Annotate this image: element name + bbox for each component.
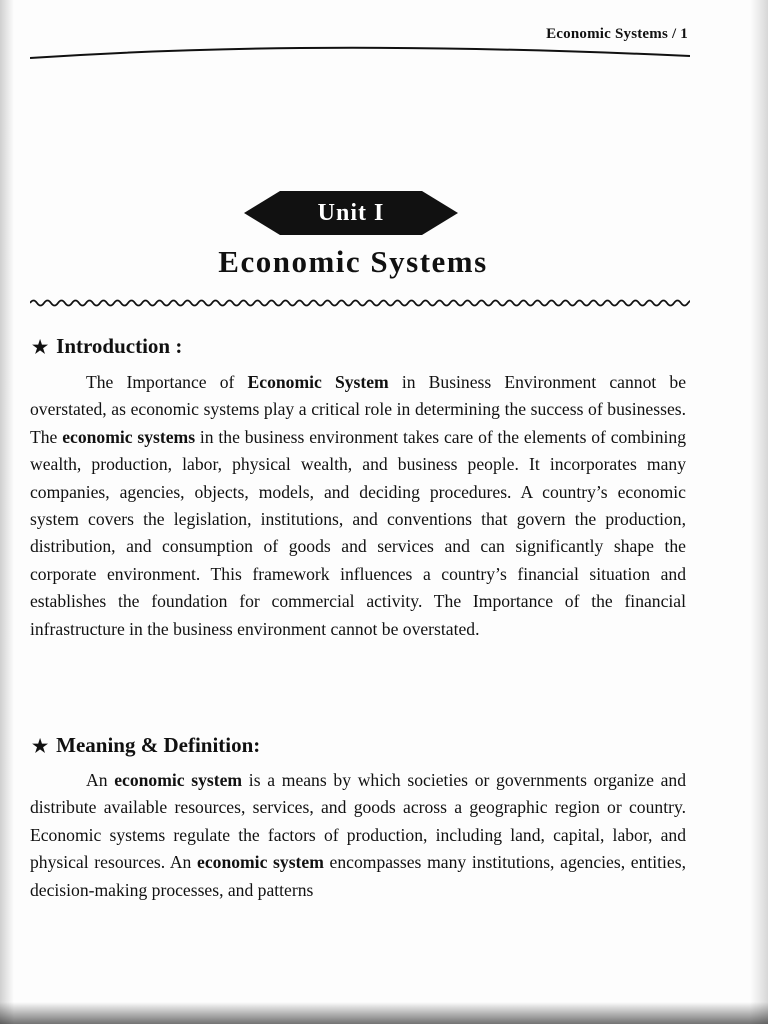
wavy-divider <box>30 292 690 314</box>
paragraph-text: An <box>86 770 115 790</box>
star-icon: ★ <box>32 337 49 357</box>
page-bottom-shadow <box>0 1002 768 1024</box>
bold-term: economic systems <box>62 426 196 447</box>
paragraph-text: is a means by which societies or governments organize and distribute available resources, services, and goods across a geographic region or country. Economic systems regulate the factors of production, including land, capital, labor, and physical resources. An <box>30 770 686 873</box>
introduction-paragraph <box>30 369 686 643</box>
page-left-shadow <box>0 0 14 1024</box>
unit-label: Unit I <box>317 200 385 226</box>
paragraph-text: in Business Environment cannot be overstated, as economic systems play a critical role in determining the success of businesses. The <box>30 372 686 447</box>
paragraph-text: in the business environment takes care of the elements of combining wealth, production, labor, physical wealth, and business people. It incorporates many companies, agencies, objects, models, and deciding procedures. A country’s economic system covers the legislation, institutions, and conventions that govern the production, distribution, and consumption of goods and services and can significantly shape the corporate environment. This framework influences a country’s financial situation and establishes the foundation for commercial activity. The Importance of the financial infrastructure in the business environment cannot be overstated. <box>30 426 687 639</box>
paragraph-text: encompasses many institutions, agencies, entities, decision-making processes, and patterns <box>30 852 686 900</box>
paragraph-text: The Importance of <box>86 372 248 392</box>
star-icon: ★ <box>32 736 49 756</box>
unit-badge <box>244 191 458 235</box>
header-rule <box>30 44 690 64</box>
section-heading-introduction <box>32 334 182 359</box>
bold-term: Economic System <box>247 372 389 392</box>
page-right-shadow <box>750 0 768 1024</box>
section-heading-text: Introduction : <box>56 334 183 358</box>
section-heading-text: Meaning & Definition: <box>56 733 261 757</box>
bold-term: economic system <box>114 770 243 790</box>
chapter-title: Economic Systems <box>218 244 488 279</box>
meaning-paragraph <box>30 767 686 904</box>
bold-term: economic system <box>197 852 324 873</box>
running-head: Economic Systems / 1 <box>546 26 688 42</box>
section-heading-meaning <box>32 733 260 758</box>
